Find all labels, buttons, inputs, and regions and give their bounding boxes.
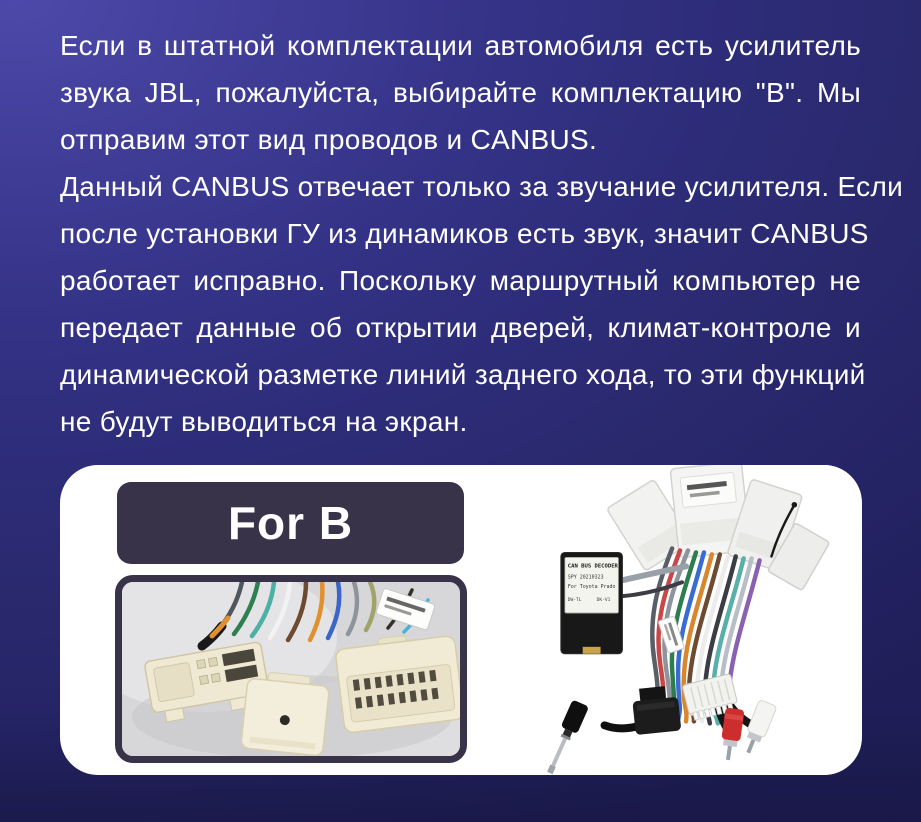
info-text-line: не будут выводиться на экран. — [60, 406, 468, 437]
wiring-harness-illustration — [520, 465, 862, 775]
info-text-line: после установки ГУ из динамиков есть звук, значит CANBUS — [60, 218, 869, 249]
harness-photo — [520, 465, 862, 775]
decoder-label-serial: SPY 20210323 — [567, 574, 604, 581]
variant-label-box — [117, 482, 464, 564]
info-text-line: передает данные об открытии дверей, климат-контроле и — [60, 312, 861, 343]
kit-card — [60, 465, 862, 775]
info-text-line: Данный CANBUS отвечает только за звучание усилителя. Если — [60, 171, 904, 202]
canbus-decoder-box — [561, 552, 623, 653]
variant-label: For B — [227, 497, 354, 549]
decoder-label — [565, 557, 619, 613]
decoder-label-model: For Toyota Prado — [567, 584, 616, 591]
connectors-photo-frame — [115, 575, 467, 763]
info-text-line: Если в штатной комплектации автомобиля есть усилитель — [60, 30, 861, 61]
info-text-line: работает исправно. Поскольку маршрутный компьютер не — [60, 265, 861, 296]
wiring-connectors-photo — [122, 582, 460, 756]
info-text-line: звука JBL, пожалуйста, выбирайте комплектацию "B". Мы — [60, 77, 861, 108]
decoder-label-code-right: DK-V1 — [596, 598, 611, 604]
info-text-line: отправим этот вид проводов и CANBUS. — [60, 124, 598, 155]
info-text — [60, 22, 904, 445]
info-text-line: динамической разметке линий заднего хода, то эти функций — [60, 359, 866, 390]
decoder-label-code-left: DW-TL — [567, 598, 582, 604]
decoder-label-title: CAN BUS DECODER — [567, 563, 618, 570]
